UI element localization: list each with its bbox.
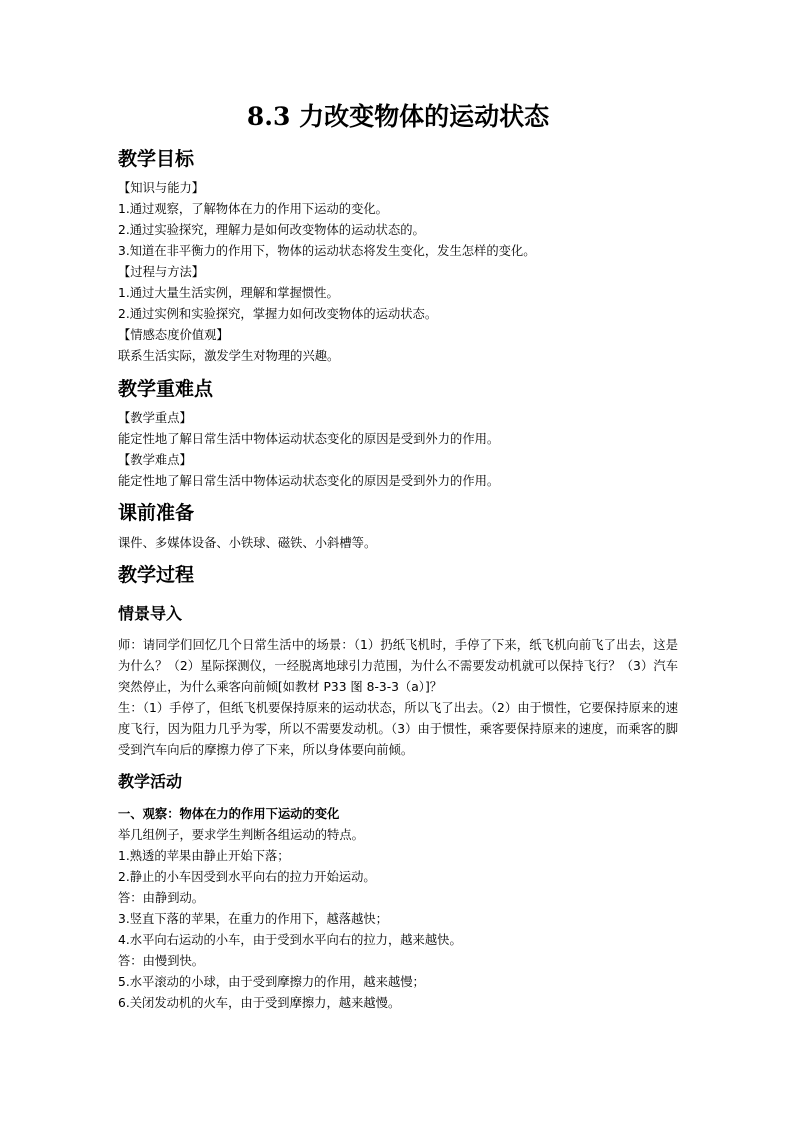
activity-line: 3.竖直下落的苹果，在重力的作用下，越落越快； — [118, 912, 388, 926]
activity-line: 举几组例子，要求学生判断各组运动的特点。 — [118, 828, 364, 842]
knowledge-label: 【知识与能力】 — [118, 181, 205, 195]
activity-subheading: 一、观察：物体在力的作用下运动的变化 — [118, 807, 340, 821]
preparation-text: 课件、多媒体设备、小铁球、磁铁、小斜槽等。 — [118, 536, 377, 550]
activity-line: 5.水平滚动的小球，由于受到摩擦力的作用，越来越慢； — [118, 975, 425, 989]
difficulty-label: 【教学难点】 — [118, 453, 192, 467]
knowledge-item: 1.通过观察，了解物体在力的作用下运动的变化。 — [118, 202, 388, 216]
student-paragraph: 生：（1）手停了，但纸飞机要保持原来的运动状态，所以飞了出去。（2）由于惯性，它要保持原来的速度飞行，因为阻力几乎为零，所以不需要发动机。（3）由于惯性，乘客要保持原来的速度，而乘客的脚受到汽车向后的摩擦力停了下来，所以身体要向前倾。 — [118, 701, 678, 757]
focus-text: 能定性地了解日常生活中物体运动状态变化的原因是受到外力的作用。 — [118, 432, 500, 446]
key-points-heading: 教学重难点 — [118, 378, 214, 400]
preparation-heading: 课前准备 — [118, 502, 195, 524]
process-label: 【过程与方法】 — [118, 265, 205, 279]
knowledge-item: 3.知道在非平衡力的作用下，物体的运动状态将发生变化，发生怎样的变化。 — [118, 244, 536, 258]
emotion-label: 【情感态度价值观】 — [118, 328, 229, 342]
objectives-heading: 教学目标 — [118, 148, 195, 170]
page-title: 8.3 力改变物体的运动状态 — [246, 102, 550, 131]
process-item: 1.通过大量生活实例，理解和掌握惯性。 — [118, 286, 339, 300]
intro-heading: 情景导入 — [118, 604, 183, 623]
activity-line: 1.熟透的苹果由静止开始下落； — [118, 849, 290, 863]
emotion-text: 联系生活实际，激发学生对物理的兴趣。 — [118, 349, 340, 363]
teacher-paragraph: 师：请同学们回忆几个日常生活中的场景：（1）扔纸飞机时，手停了下来，纸飞机向前飞了出去，这是为什么？（2）星际探测仪，一经脱离地球引力范围，为什么不需要发动机就可以保持飞行？（3）汽车突然停止，为什么乘客向前倾[如教材 P33 图 8-3-3（a）]？ — [118, 638, 678, 694]
knowledge-item: 2.通过实验探究，理解力是如何改变物体的运动状态的。 — [118, 223, 425, 237]
activity-line: 答：由慢到快。 — [118, 954, 205, 968]
difficulty-text: 能定性地了解日常生活中物体运动状态变化的原因是受到外力的作用。 — [118, 474, 500, 488]
activity-line: 2.静止的小车因受到水平向右的拉力开始运动。 — [118, 870, 376, 884]
activity-line: 4.水平向右运动的小车，由于受到水平向右的拉力，越来越快。 — [118, 933, 462, 947]
process-heading: 教学过程 — [118, 564, 195, 586]
activity-line: 6.关闭发动机的火车，由于受到摩擦力，越来越慢。 — [118, 996, 401, 1010]
focus-label: 【教学重点】 — [118, 411, 192, 425]
activity-heading: 教学活动 — [118, 772, 183, 791]
activity-line: 答：由静到动。 — [118, 891, 205, 905]
process-item: 2.通过实例和实验探究，掌握力如何改变物体的运动状态。 — [118, 307, 438, 321]
